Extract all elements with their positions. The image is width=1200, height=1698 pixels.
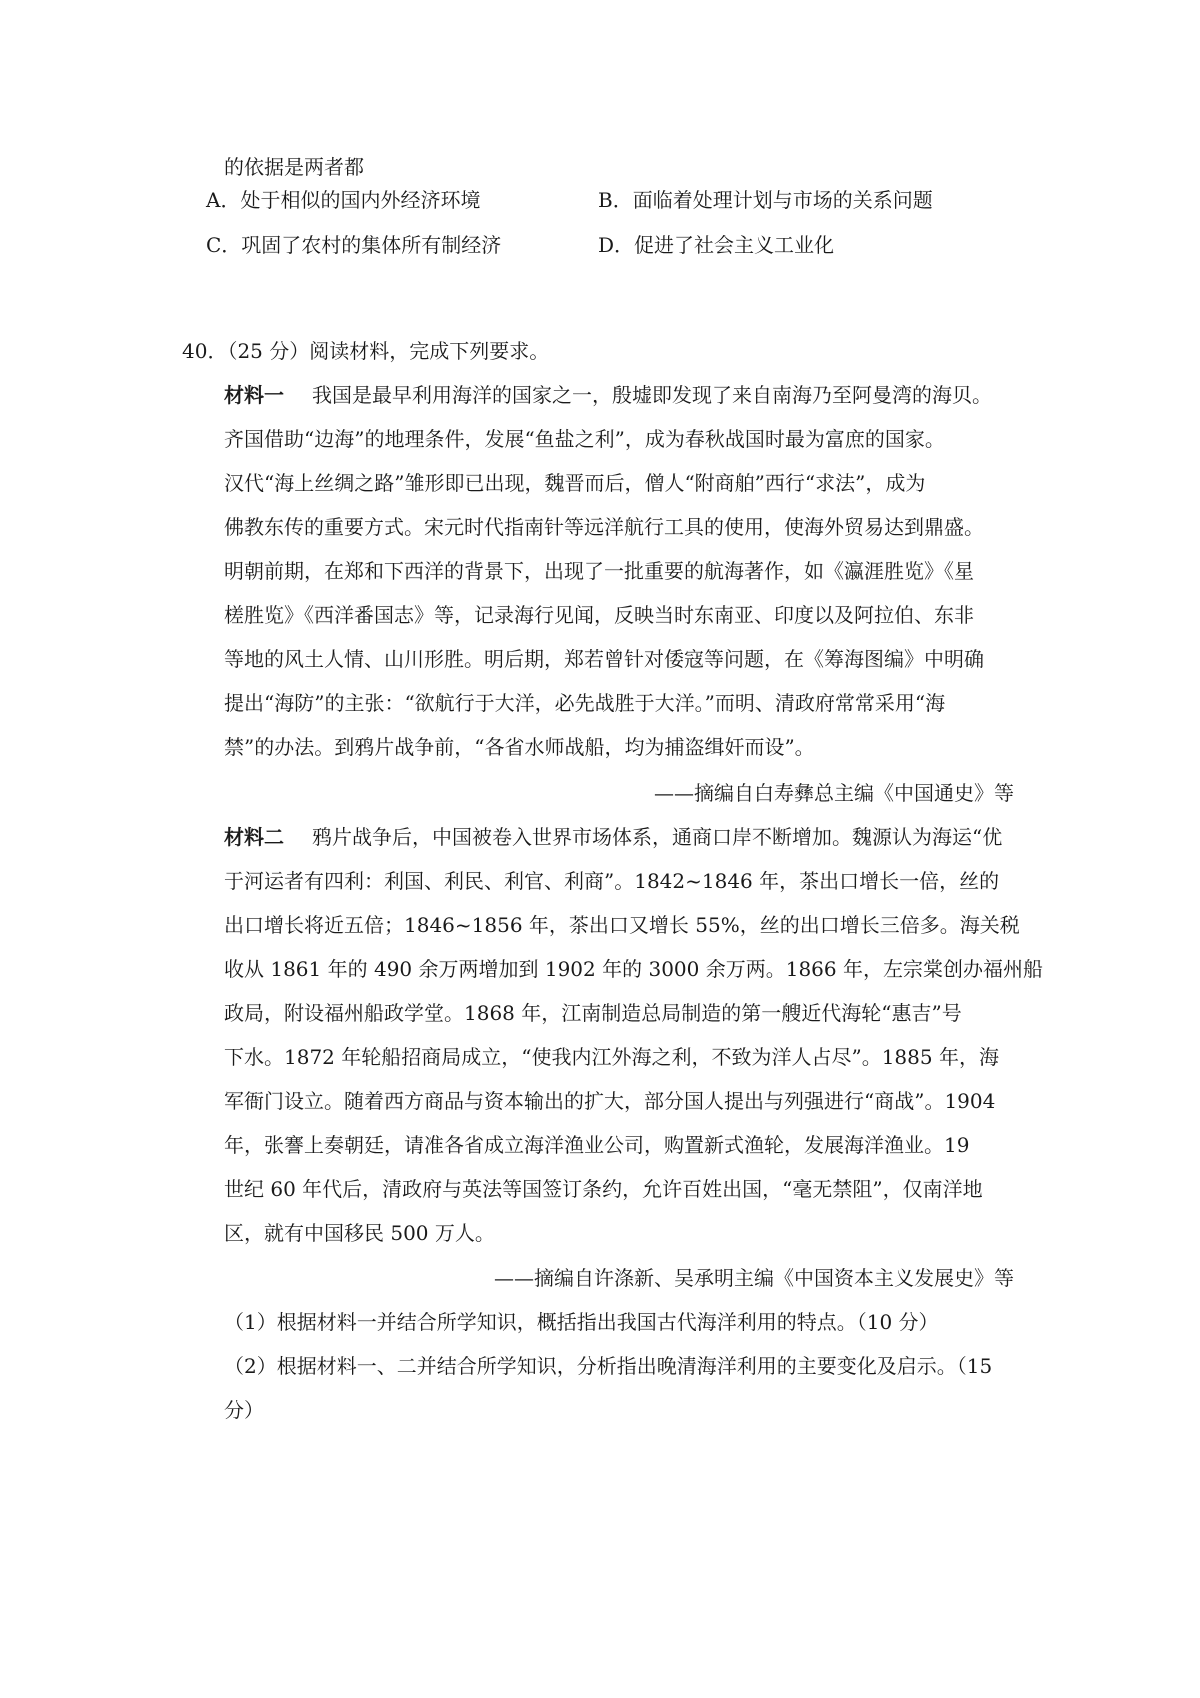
material2-first-line [224,822,1002,852]
prev-question-tail: 的依据是两者都 [224,155,364,179]
material2-line: 下水。1872 年轮船招商局成立，“使我内江外海之利，不致为洋人占尽”。1885 年，海 [224,1045,999,1069]
option-d: D．促进了社会主义工业化 [598,233,835,257]
material2-line: 世纪 60 年代后，清政府与英法等国签订条约，允许百姓出国，“毫无禁阻”，仅南洋地 [224,1177,983,1201]
material1-line: 等地的风土人情、山川形胜。明后期，郑若曾针对倭寇等问题，在《筹海图编》中明确 [224,647,984,671]
sub-question-2: （2）根据材料一、二并结合所学知识，分析指出晚清海洋利用的主要变化及启示。（15 [224,1354,993,1378]
material1-source: ——摘编自白寿彝总主编《中国通史》等 [654,781,1014,805]
option-a: A．处于相似的国内外经济环境 [206,188,481,212]
option-b: B．面临着处理计划与市场的关系问题 [598,188,933,212]
material2-source: ——摘编自许涤新、吴承明主编《中国资本主义发展史》等 [494,1266,1014,1290]
material2-line: 年，张謇上奏朝廷，请准各省成立海洋渔业公司，购置新式渔轮，发展海洋渔业。19 [224,1133,970,1157]
sub-question-1: （1）根据材料一并结合所学知识，概括指出我国古代海洋利用的特点。（10 分） [224,1310,939,1334]
material1-title: 材料一 [224,383,284,407]
material1-line: 禁”的办法。到鸦片战争前，“各省水师战船，均为捕盗缉奸而设”。 [224,735,815,759]
material2-line: 收从 1861 年的 490 余万两增加到 1902 年的 3000 余万两。1866 年，左宗棠创办福州船 [224,957,1043,981]
material1-line: 槎胜览》《西洋番国志》等，记录海行见闻，反映当时东南亚、印度以及阿拉伯、东非 [224,603,974,627]
question-40-header: 40．（25 分）阅读材料，完成下列要求。 [182,339,550,363]
material2-line: 区，就有中国移民 500 万人。 [224,1221,495,1245]
material1-line: 提出“海防”的主张：“欲航行于大洋，必先战胜于大洋。”而明、清政府常常采用“海 [224,691,946,715]
material2-line: 政局，附设福州船政学堂。1868 年，江南制造总局制造的第一艘近代海轮“惠吉”号 [224,1001,962,1025]
material1-line: 齐国借助“边海”的地理条件，发展“鱼盐之利”，成为春秋战国时最为富庶的国家。 [224,427,945,451]
sub-question-2-cont: 分） [224,1398,264,1422]
material1-line: 明朝前期，在郑和下西洋的背景下，出现了一批重要的航海著作，如《瀛涯胜览》《星 [224,559,974,583]
material1-line: 我国是最早利用海洋的国家之一，殷墟即发现了来自南海乃至阿曼湾的海贝。 [312,383,992,407]
material1-line: 佛教东传的重要方式。宋元时代指南针等远洋航行工具的使用，使海外贸易达到鼎盛。 [224,515,984,539]
material2-line: 于河运者有四利：利国、利民、利官、利商”。1842~1846 年，茶出口增长一倍，丝的 [224,869,1000,893]
material2-line: 鸦片战争后，中国被卷入世界市场体系，通商口岸不断增加。魏源认为海运“优 [312,825,1003,849]
material1-first-line [224,380,992,410]
material2-title: 材料二 [224,825,284,849]
option-c: C．巩固了农村的集体所有制经济 [206,233,502,257]
material1-line: 汉代“海上丝绸之路”雏形即已出现，魏晋而后，僧人“附商舶”西行“求法”，成为 [224,471,926,495]
material2-line: 军衙门设立。随着西方商品与资本输出的扩大，部分国人提出与列强进行“商战”。1904 [224,1089,996,1113]
material2-line: 出口增长将近五倍；1846~1856 年，茶出口又增长 55%，丝的出口增长三倍多。海关税 [224,913,1020,937]
